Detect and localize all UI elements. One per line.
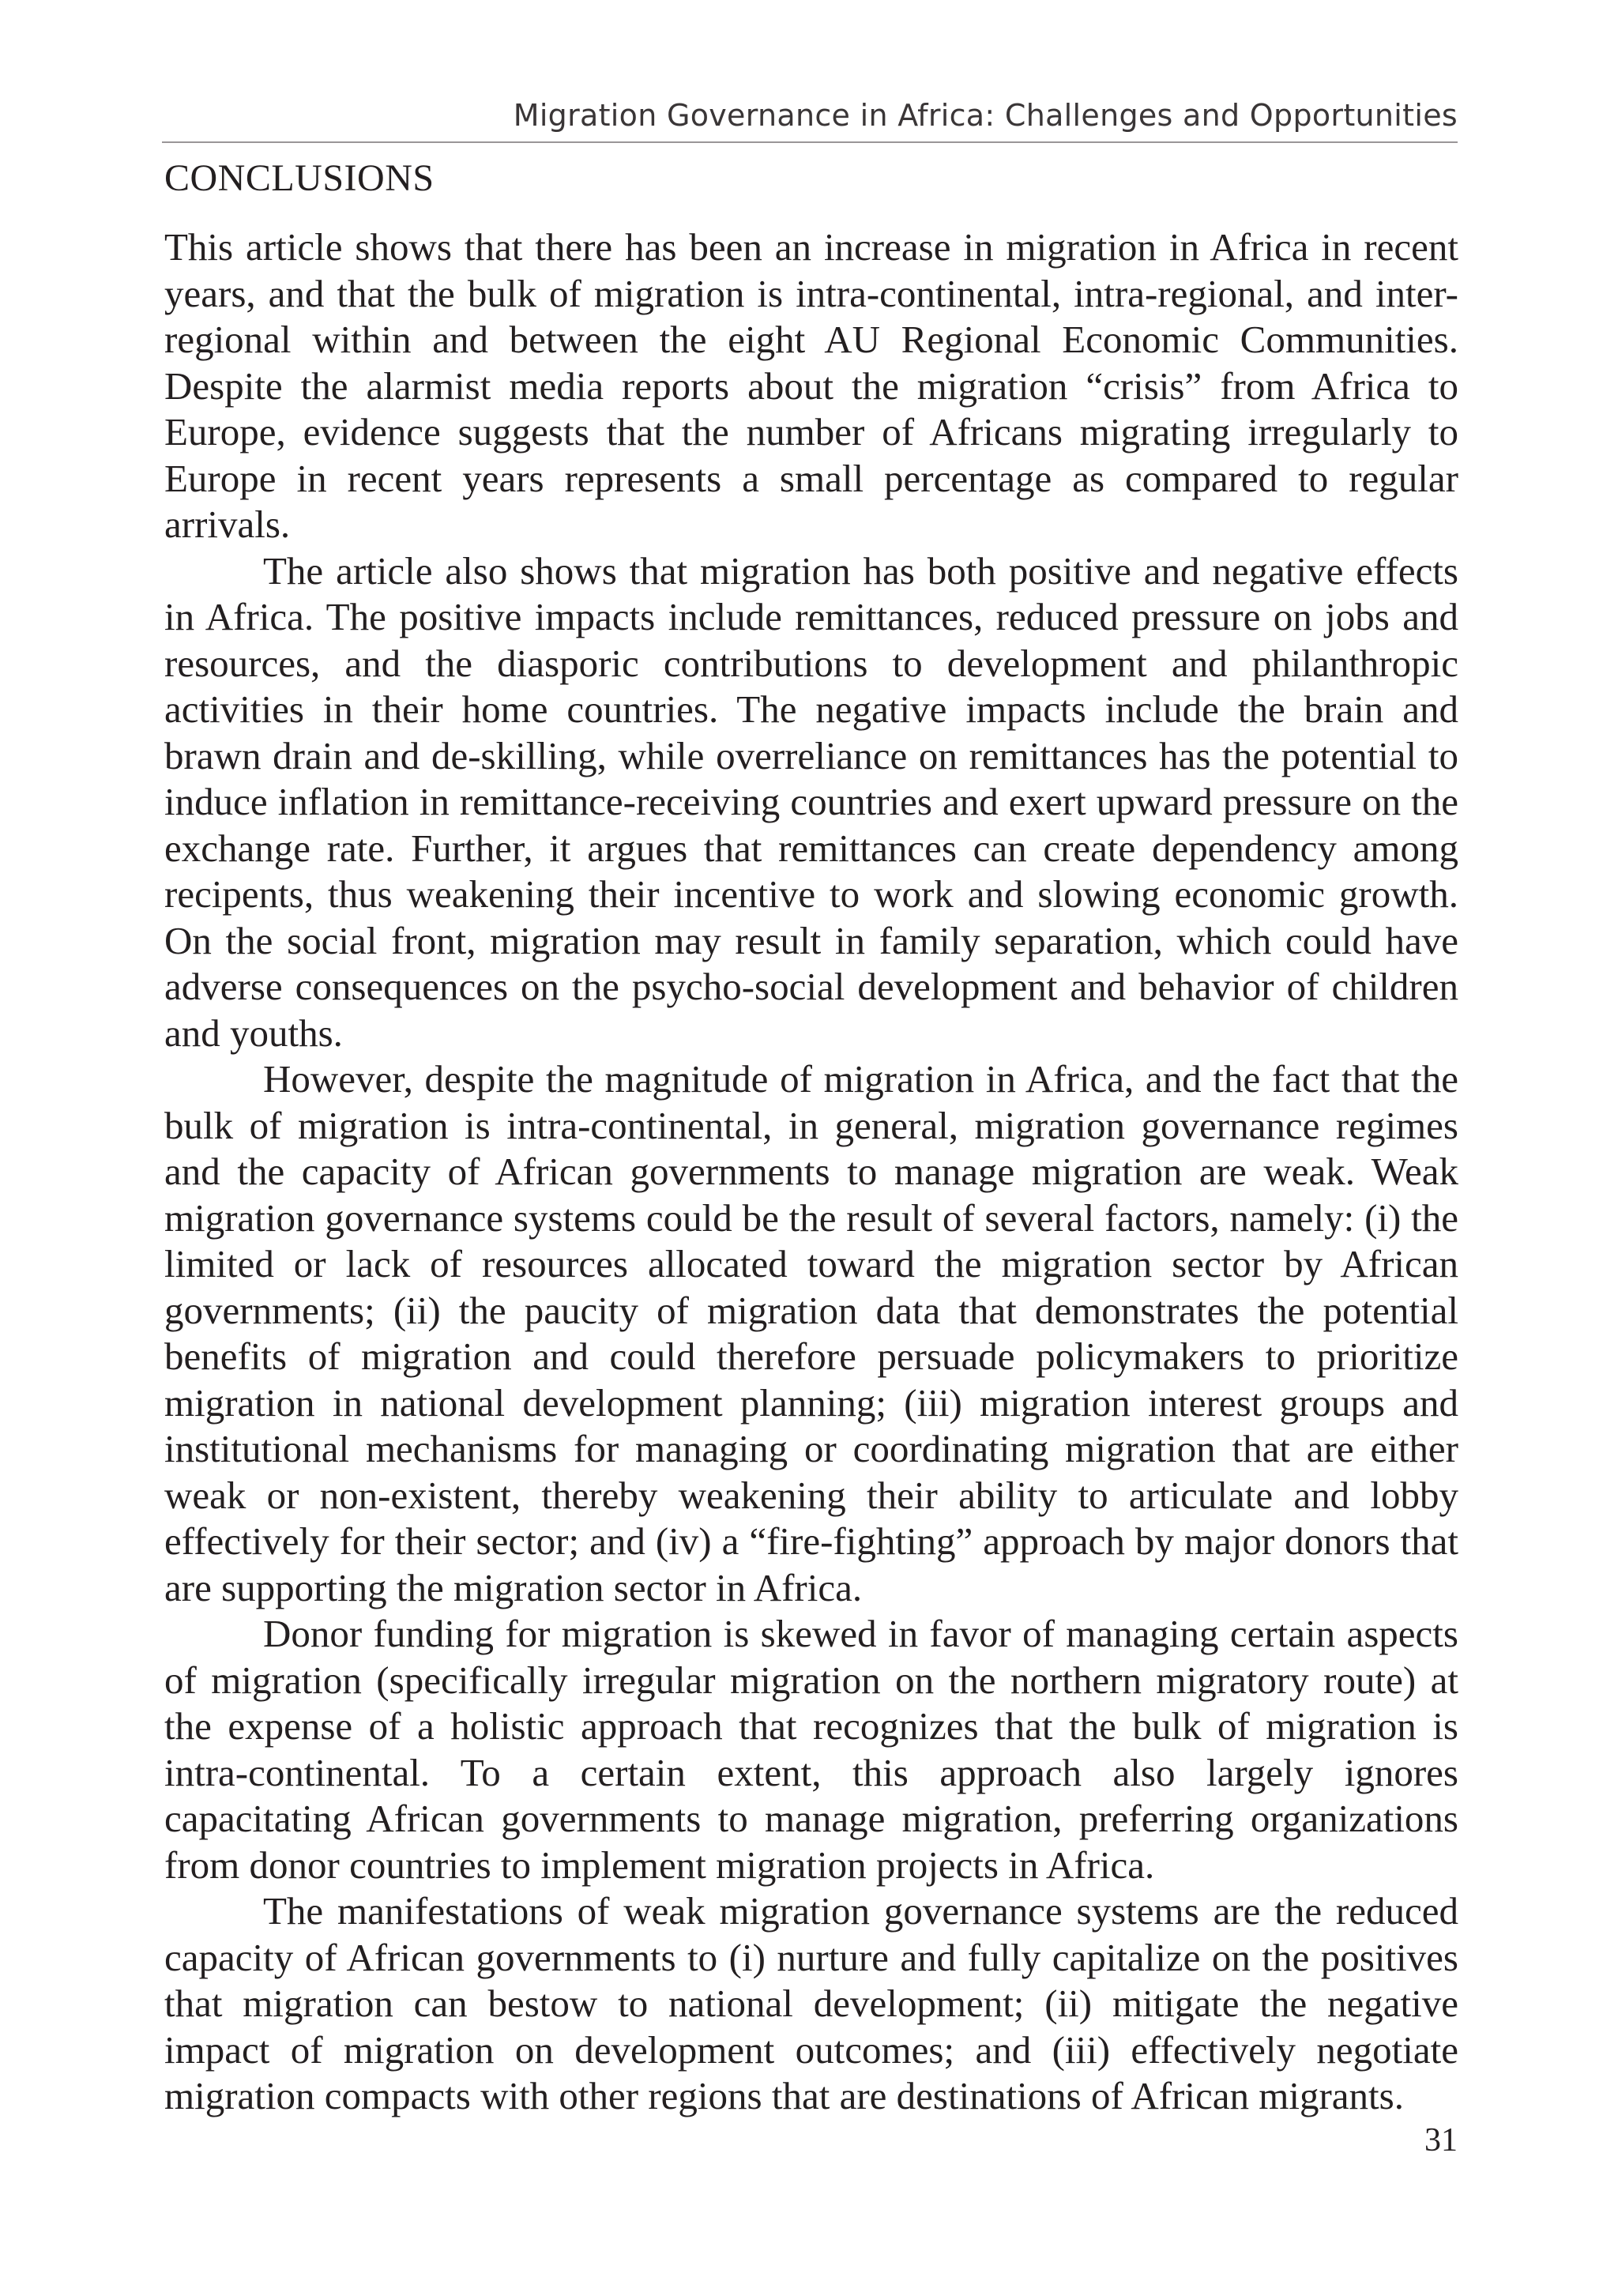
paragraph: However, despite the magnitude of migration in Africa, and the fact that the bulk of migration is intra-continental, in general, migration governance regimes and the capacity of African governments to manage migration are weak. Weak migration governance systems could be the result of several factors, namely: (i) the limited or lack of resources allocated toward the migration sector by African governments; (ii) the paucity of migration data that demonstrates the potential benefits of migration and could therefore persuade policymakers to prioritize migration in national development planning; (iii) migration interest groups and institutional mechanisms for managing or coordinating migration that are either weak or non-existent, thereby weakening their ability to articulate and lobby effectively for their sector; and (iv) a “fire-fighting” approach by major donors that are supporting the migration sector in Africa. <box>164 1057 1458 1609</box>
header-rule <box>162 141 1458 143</box>
paragraph: The manifestations of weak migration governance systems are the reduced capacity of African governments to (i) nurture and fully capitalize on the positives that migration can bestow to national development; (ii) mitigate the negative impact of migration on development outcomes; and (iii) effectively negotiate migration compacts with other regions that are destinations of African migrants. <box>164 1889 1458 2117</box>
paragraph: The article also shows that migration has both positive and negative effects in Africa. The positive impacts include remittances, reduced pressure on jobs and resources, and the diasporic contributions to development and philanthropic activities in their home countries. The negative impacts include the brain and brawn drain and de-skilling, while overreliance on remittances has the potential to induce inflation in remittance-receiving countries and exert upward pressure on the exchange rate. Further, it argues that remittances can create dependency among recipents, thus weakening their incentive to work and slowing economic growth. On the social front, migration may result in family separation, which could have adverse consequences on the psycho-social development and behavior of children and youths. <box>164 548 1458 1055</box>
paragraph: This article shows that there has been an increase in migration in Africa in recent years, and that the bulk of migration is intra-continental, intra-regional, and inter-regional within and between the eight AU Regional Economic Communities. Despite the alarmist media reports about the migration “crisis” from Africa to Europe, evidence suggests that the number of Africans migrating irregularly to Europe in recent years represents a small percentage as compared to regular arrivals. <box>164 225 1458 546</box>
body-text <box>164 224 1458 2120</box>
paragraph: Donor funding for migration is skewed in favor of managing certain aspects of migration (specifically irregular migration on the northern migratory route) at the expense of a holistic approach that recognizes that the bulk of migration is intra-continental. To a certain extent, this approach also largely ignores capacitating African governments to manage migration, preferring organizations from donor countries to implement migration projects in Africa. <box>164 1612 1458 1887</box>
section-heading: CONCLUSIONS <box>164 157 435 199</box>
running-head: Migration Governance in Africa: Challenges and Opportunities <box>513 98 1458 133</box>
page-number: 31 <box>1424 2122 1458 2159</box>
